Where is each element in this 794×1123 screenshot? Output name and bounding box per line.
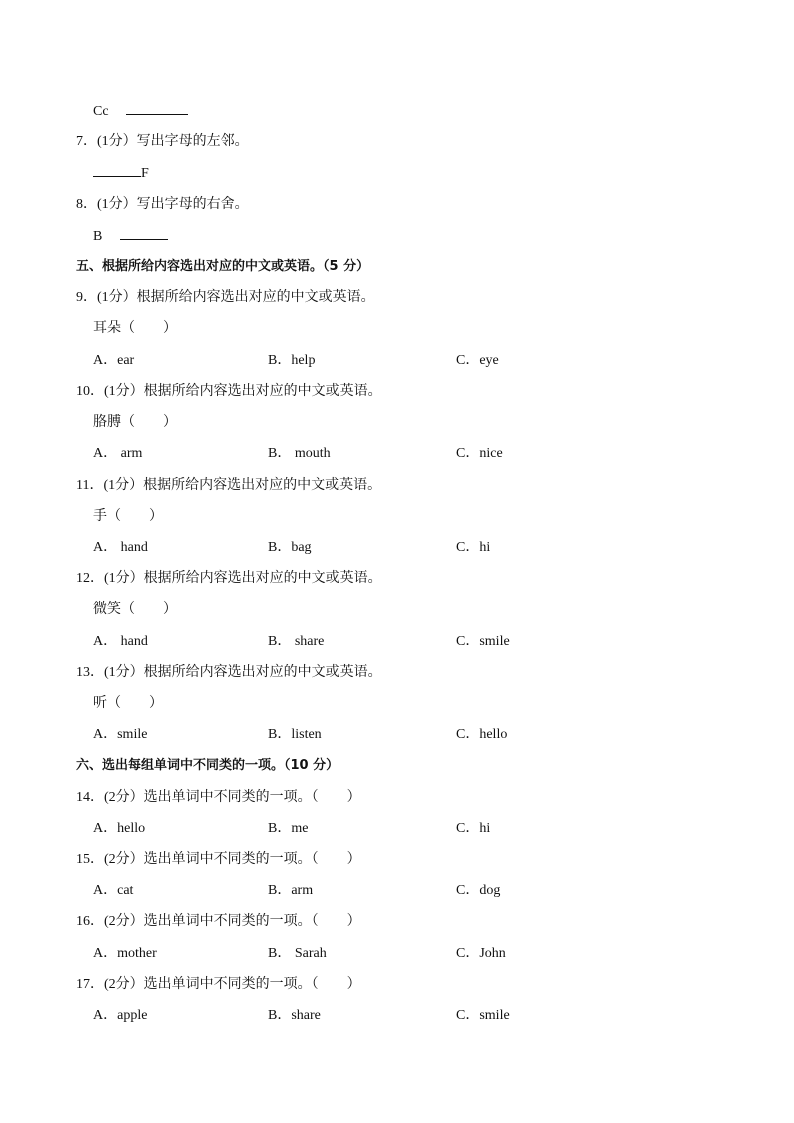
question-12-stem: 12．(1分）根据所给内容选出对应的中文或英语。 [76, 571, 382, 586]
question-10-prompt: 胳膊（ ） [93, 415, 177, 430]
question-16-option-b[interactable]: B． Sarah [268, 946, 327, 961]
question-11-option-c[interactable]: C．hi [456, 540, 491, 555]
question-12-option-a[interactable]: A． hand [93, 634, 148, 649]
question-17-option-a[interactable]: A．apple [93, 1008, 148, 1023]
question-14-option-a[interactable]: A．hello [93, 821, 146, 836]
question-8-stem: 8．(1分）写出字母的右舍。 [76, 197, 249, 212]
letter-cc-line [93, 102, 188, 121]
question-15-stem: 15．(2分）选出单词中不同类的一项。（ ） [76, 852, 361, 867]
section-5-heading: 五、根据所给内容选出对应的中文或英语。（5 分） [76, 259, 370, 274]
question-15-option-b[interactable]: B．arm [268, 883, 314, 898]
letter-cc: Cc [93, 104, 109, 119]
question-11-option-b[interactable]: B．bag [268, 540, 312, 555]
question-11-option-a[interactable]: A． hand [93, 540, 148, 555]
answer-blank [126, 102, 188, 115]
question-9-option-a[interactable]: A．ear [93, 353, 135, 368]
question-13-option-b[interactable]: B．listen [268, 727, 322, 742]
letter-b: B [93, 229, 103, 244]
question-11-stem: 11．(1分）根据所给内容选出对应的中文或英语。 [76, 478, 382, 493]
question-16-option-a[interactable]: A．mother [93, 946, 157, 961]
question-12-prompt: 微笑（ ） [93, 602, 177, 617]
question-13-option-a[interactable]: A．smile [93, 727, 148, 742]
question-10-option-b[interactable]: B． mouth [268, 446, 331, 461]
question-17-stem: 17．(2分）选出单词中不同类的一项。（ ） [76, 977, 361, 992]
question-7-stem: 7．(1分）写出字母的左邻。 [76, 134, 249, 149]
answer-blank [93, 164, 141, 177]
question-15-option-a[interactable]: A．cat [93, 883, 134, 898]
question-9-option-b[interactable]: B．help [268, 353, 316, 368]
question-11-prompt: 手（ ） [93, 509, 163, 524]
question-9-prompt: 耳朵（ ） [93, 321, 177, 336]
question-17-option-b[interactable]: B．share [268, 1008, 321, 1023]
question-7-answer-line [93, 164, 149, 183]
section-6-heading: 六、选出每组单词中不同类的一项。（10 分） [76, 758, 340, 773]
question-16-stem: 16．(2分）选出单词中不同类的一项。（ ） [76, 914, 361, 929]
letter-f: F [141, 166, 149, 181]
question-13-stem: 13．(1分）根据所给内容选出对应的中文或英语。 [76, 665, 382, 680]
question-16-option-c[interactable]: C．John [456, 946, 506, 961]
answer-blank [120, 227, 168, 240]
question-9-stem: 9．(1分）根据所给内容选出对应的中文或英语。 [76, 290, 375, 305]
question-12-option-c[interactable]: C．smile [456, 634, 510, 649]
question-12-option-b[interactable]: B． share [268, 634, 325, 649]
question-15-option-c[interactable]: C．dog [456, 883, 501, 898]
question-8-answer-line [93, 227, 168, 246]
question-13-option-c[interactable]: C．hello [456, 727, 508, 742]
question-10-option-a[interactable]: A． arm [93, 446, 143, 461]
question-13-prompt: 听（ ） [93, 696, 163, 711]
question-14-option-b[interactable]: B．me [268, 821, 309, 836]
question-17-option-c[interactable]: C．smile [456, 1008, 510, 1023]
question-10-stem: 10．(1分）根据所给内容选出对应的中文或英语。 [76, 384, 382, 399]
question-10-option-c[interactable]: C．nice [456, 446, 503, 461]
question-9-option-c[interactable]: C．eye [456, 353, 499, 368]
question-14-stem: 14．(2分）选出单词中不同类的一项。（ ） [76, 790, 361, 805]
question-14-option-c[interactable]: C．hi [456, 821, 491, 836]
